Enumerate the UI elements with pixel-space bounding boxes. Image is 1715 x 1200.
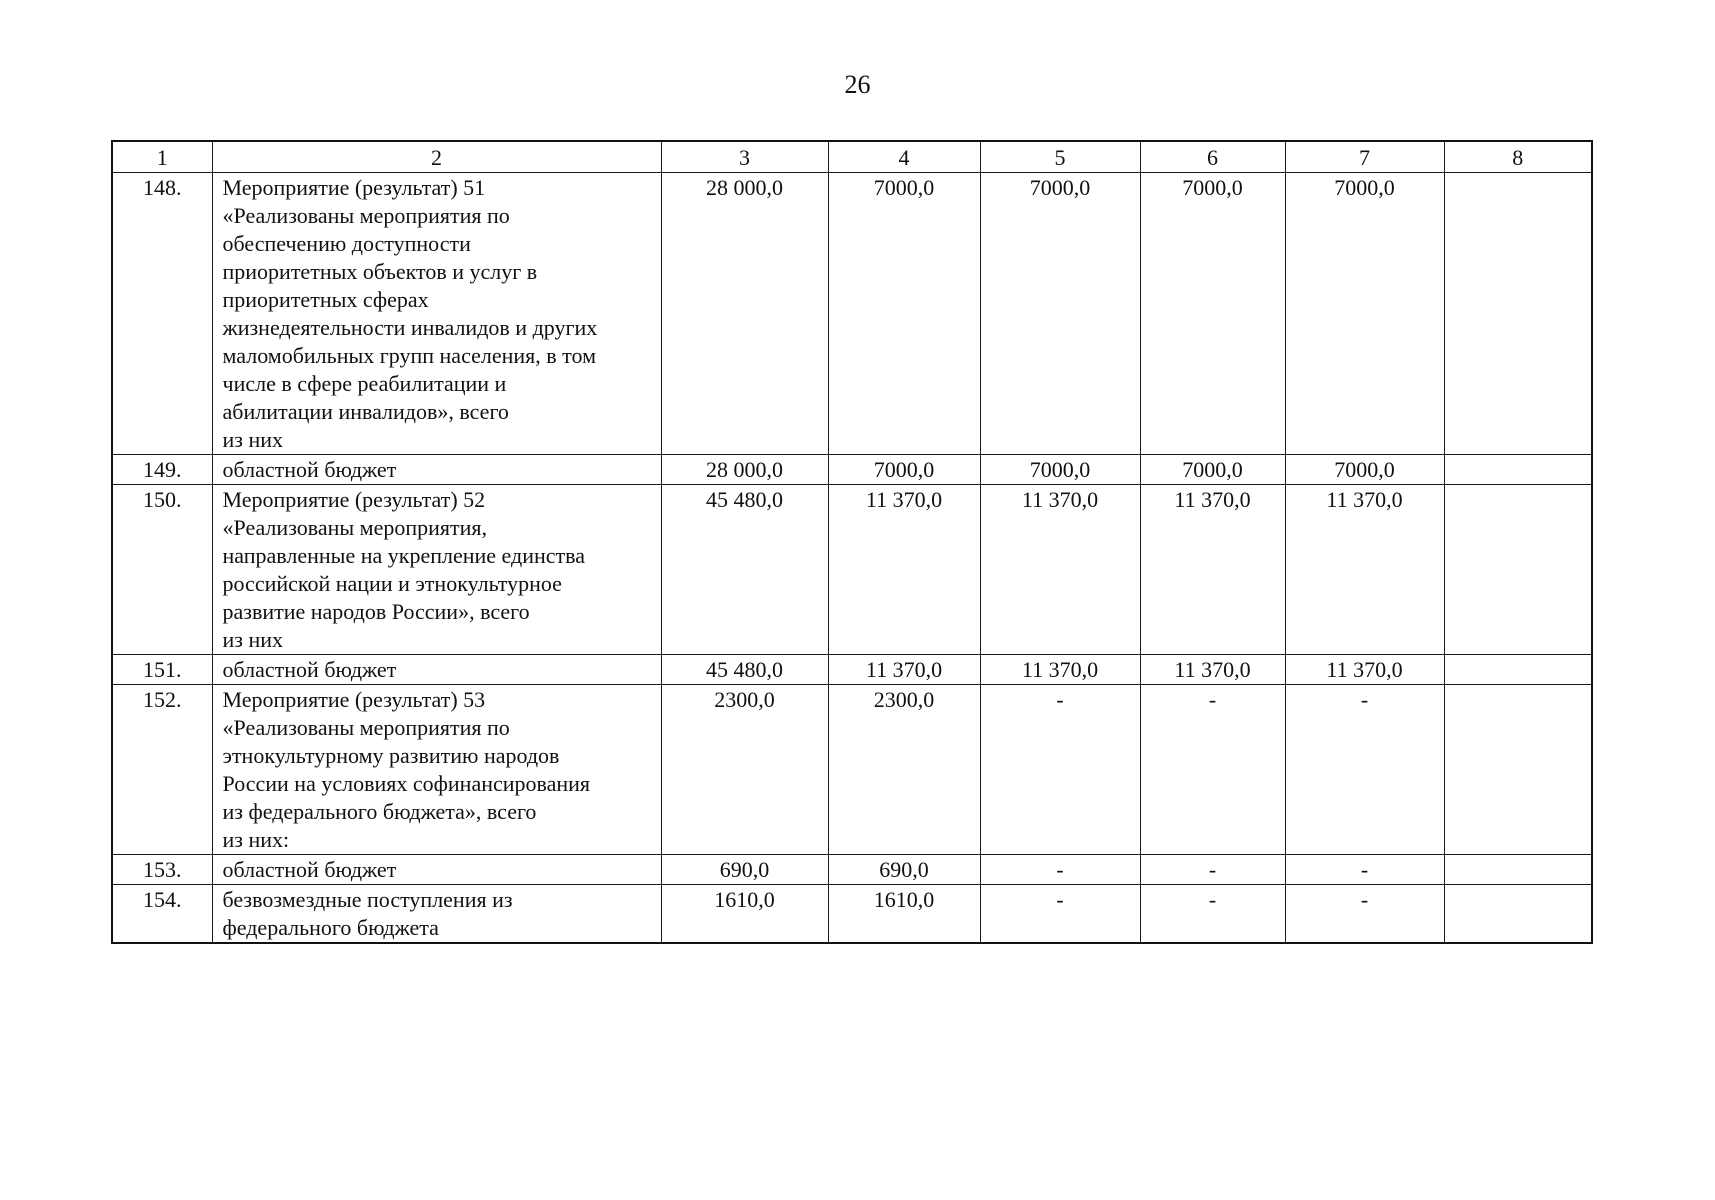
row-description: областной бюджет: [212, 455, 661, 485]
table-row: [112, 455, 1592, 485]
value-col-6: 7000,0: [1140, 455, 1285, 485]
value-col-5: -: [980, 685, 1140, 855]
page-number: 26: [844, 70, 871, 99]
row-number: 150.: [112, 485, 212, 655]
value-col-8: [1444, 173, 1592, 455]
row-description: Мероприятие (результат) 53 «Реализованы мероприятия по этнокультурному развитию народов России на условиях софинансирования из федерального бюджета», всего из них:: [212, 685, 661, 855]
value-col-6: 11 370,0: [1140, 485, 1285, 655]
header-cell-4: 4: [828, 141, 980, 173]
value-col-7: 7000,0: [1285, 173, 1444, 455]
value-col-5: -: [980, 885, 1140, 944]
budget-table: [111, 140, 1593, 944]
value-col-3: 45 480,0: [661, 485, 828, 655]
row-number: 149.: [112, 455, 212, 485]
row-description: Мероприятие (результат) 52 «Реализованы мероприятия, направленные на укрепление единства российской нации и этнокультурное развитие народов России», всего из них: [212, 485, 661, 655]
row-description: безвозмездные поступления из федерального бюджета: [212, 885, 661, 944]
value-col-5: 7000,0: [980, 455, 1140, 485]
value-col-3: 1610,0: [661, 885, 828, 944]
value-col-6: -: [1140, 885, 1285, 944]
table-row: [112, 485, 1592, 655]
header-cell-7: 7: [1285, 141, 1444, 173]
table-row: [112, 685, 1592, 855]
table-row: [112, 173, 1592, 455]
value-col-4: 11 370,0: [828, 655, 980, 685]
value-col-4: 2300,0: [828, 685, 980, 855]
value-col-8: [1444, 485, 1592, 655]
value-col-7: -: [1285, 885, 1444, 944]
value-col-3: 28 000,0: [661, 173, 828, 455]
table-row: [112, 885, 1592, 944]
value-col-7: 11 370,0: [1285, 655, 1444, 685]
value-col-6: 11 370,0: [1140, 655, 1285, 685]
value-col-7: -: [1285, 685, 1444, 855]
header-cell-8: 8: [1444, 141, 1592, 173]
row-number: 154.: [112, 885, 212, 944]
value-col-5: 7000,0: [980, 173, 1140, 455]
row-description: областной бюджет: [212, 655, 661, 685]
row-number: 152.: [112, 685, 212, 855]
value-col-4: 7000,0: [828, 455, 980, 485]
header-cell-5: 5: [980, 141, 1140, 173]
value-col-8: [1444, 455, 1592, 485]
value-col-3: 2300,0: [661, 685, 828, 855]
value-col-3: 45 480,0: [661, 655, 828, 685]
table-row: [112, 855, 1592, 885]
value-col-8: [1444, 685, 1592, 855]
value-col-4: 11 370,0: [828, 485, 980, 655]
value-col-6: -: [1140, 855, 1285, 885]
row-number: 153.: [112, 855, 212, 885]
value-col-3: 690,0: [661, 855, 828, 885]
table-row: [112, 655, 1592, 685]
value-col-3: 28 000,0: [661, 455, 828, 485]
row-description: Мероприятие (результат) 51 «Реализованы мероприятия по обеспечению доступности приоритетных объектов и услуг в приоритетных сферах жизнедеятельности инвалидов и других маломобильных групп населения, в том числе в сфере реабилитации и абилитации инвалидов», всего из них: [212, 173, 661, 455]
row-description: областной бюджет: [212, 855, 661, 885]
value-col-5: 11 370,0: [980, 655, 1140, 685]
header-cell-6: 6: [1140, 141, 1285, 173]
value-col-8: [1444, 885, 1592, 944]
value-col-6: 7000,0: [1140, 173, 1285, 455]
row-number: 151.: [112, 655, 212, 685]
value-col-7: 7000,0: [1285, 455, 1444, 485]
header-row: [112, 141, 1592, 173]
value-col-4: 7000,0: [828, 173, 980, 455]
value-col-4: 1610,0: [828, 885, 980, 944]
value-col-8: [1444, 855, 1592, 885]
value-col-6: -: [1140, 685, 1285, 855]
row-number: 148.: [112, 173, 212, 455]
value-col-4: 690,0: [828, 855, 980, 885]
value-col-8: [1444, 655, 1592, 685]
value-col-5: 11 370,0: [980, 485, 1140, 655]
header-cell-1: 1: [112, 141, 212, 173]
header-cell-2: 2: [212, 141, 661, 173]
value-col-7: 11 370,0: [1285, 485, 1444, 655]
value-col-7: -: [1285, 855, 1444, 885]
header-cell-3: 3: [661, 141, 828, 173]
value-col-5: -: [980, 855, 1140, 885]
